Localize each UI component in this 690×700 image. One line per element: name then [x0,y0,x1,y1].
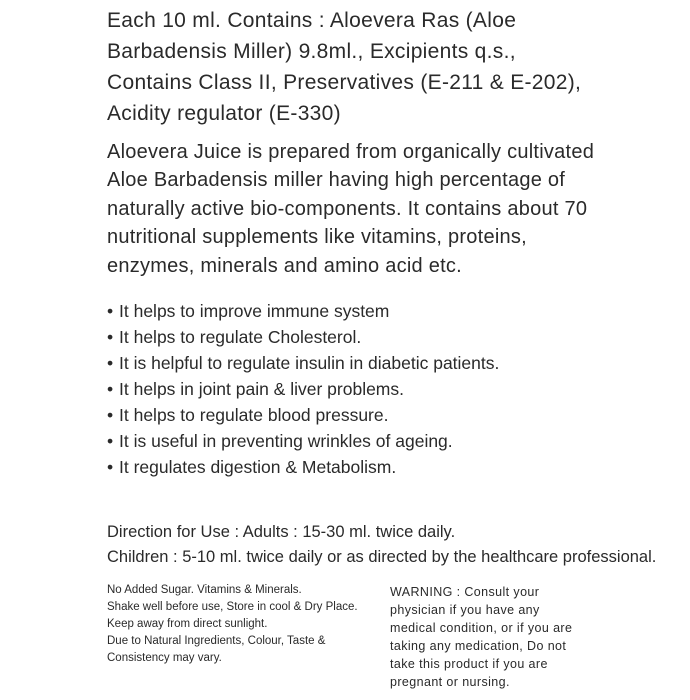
benefit-text: It helps to regulate Cholesterol. [119,327,362,347]
bullet-glyph: • [107,457,114,477]
benefit-text: It regulates digestion & Metabolism. [119,457,397,477]
benefit-item [107,355,499,373]
bullet-glyph: • [107,431,114,451]
benefit-text: It helps to improve immune system [119,301,390,321]
benefit-item [107,459,396,477]
direction-line: Direction for Use : Adults : 15-30 ml. twice daily. [107,523,456,541]
warning-line: medical condition, or if you are [390,621,573,635]
bullet-glyph: • [107,405,114,425]
composition-line: Acidity regulator (E-330) [107,102,341,125]
benefit-text: It helps to regulate blood pressure. [119,405,389,425]
benefit-item [107,381,404,399]
benefit-text: It is useful in preventing wrinkles of ageing. [119,431,453,451]
benefit-item [107,303,389,321]
description-line: enzymes, minerals and amino acid etc. [107,255,462,277]
warning-line: WARNING : Consult your [390,585,540,599]
warning-line: taking any medication, Do not [390,639,567,653]
benefit-text: It is helpful to regulate insulin in diabetic patients. [119,353,500,373]
description-line: naturally active bio-components. It contains about 70 [107,198,588,220]
warning-line: pregnant or nursing. [390,675,510,689]
bullet-glyph: • [107,379,114,399]
description-line: Aloevera Juice is prepared from organically cultivated [107,141,595,163]
bullet-glyph: • [107,353,114,373]
benefit-text: It helps in joint pain & liver problems. [119,379,404,399]
composition-line: Barbadensis Miller) 9.8ml., Excipients q.s., [107,40,516,63]
note-line: No Added Sugar. Vitamins & Minerals. [107,584,302,596]
bullet-glyph: • [107,301,114,321]
description-line: nutritional supplements like vitamins, proteins, [107,226,527,248]
direction-line: Children : 5-10 ml. twice daily or as directed by the healthcare professional. [107,548,657,566]
benefit-item [107,329,361,347]
composition-line: Each 10 ml. Contains : Aloevera Ras (Aloe [107,9,517,32]
description-line: Aloe Barbadensis miller having high percentage of [107,169,566,191]
benefit-item [107,433,453,451]
warning-line: take this product if you are [390,657,548,671]
note-line: Consistency may vary. [107,652,222,664]
bullet-glyph: • [107,327,114,347]
note-line: Shake well before use, Store in cool & Dry Place. [107,601,358,613]
note-line: Keep away from direct sunlight. [107,618,268,630]
warning-line: physician if you have any [390,603,540,617]
composition-line: Contains Class II, Preservatives (E-211 & E-202), [107,71,582,94]
note-line: Due to Natural Ingredients, Colour, Taste & [107,635,326,647]
benefit-item [107,407,388,425]
